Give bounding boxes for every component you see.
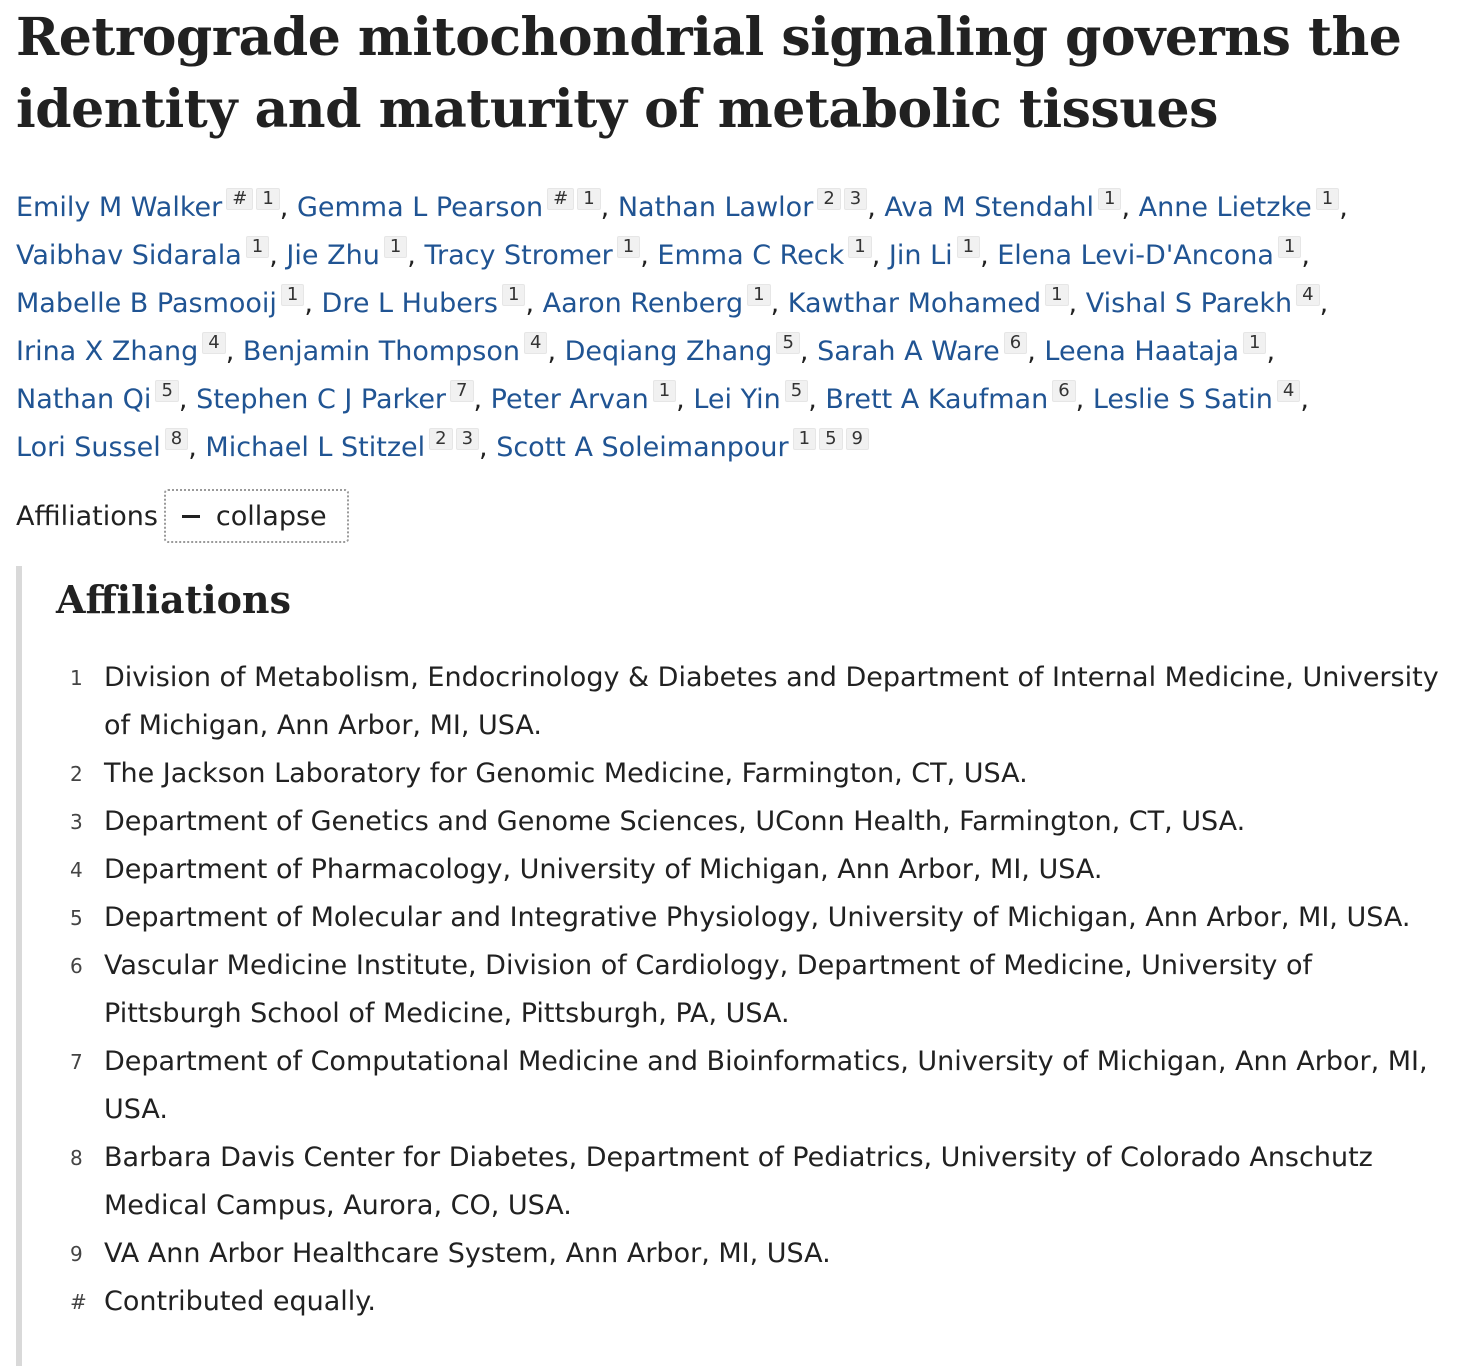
affiliations-list [56,654,1446,1326]
author-line [16,376,1446,424]
affiliation-ref[interactable]: 1 [793,428,816,450]
affiliation-ref[interactable]: 1 [653,380,676,402]
affiliation-item [56,798,1446,846]
author-link[interactable]: Michael L Stitzel [205,432,426,463]
author-link[interactable]: Nathan Lawlor [617,192,814,223]
author-separator: , [600,192,618,223]
affiliation-ref[interactable]: 1 [1316,188,1339,210]
author-separator: , [1027,336,1045,367]
author-link[interactable]: Benjamin Thompson [242,336,520,367]
affiliation-ref[interactable]: 1 [246,236,269,258]
affiliation-ref[interactable]: 4 [1296,284,1319,306]
author-link[interactable]: Elena Levi-D'Ancona [997,240,1274,271]
author-link[interactable]: Jie Zhu [286,240,380,271]
affiliation-text: Department of Genetics and Genome Sciences, UConn Health, Farmington, CT, USA. [104,806,1246,837]
author-line [16,232,1446,280]
author-link[interactable]: Aaron Renberg [542,288,744,319]
author-link[interactable]: Emily M Walker [16,192,223,223]
author-separator: , [871,240,889,271]
affiliation-ref[interactable]: # [226,188,253,210]
affiliation-number: 2 [70,762,83,786]
affiliations-panel [16,566,1446,1366]
author-link[interactable]: Kawthar Mohamed [787,288,1042,319]
author-link[interactable]: Vishal S Parekh [1085,288,1293,319]
affiliation-number: 9 [70,1242,83,1266]
author-separator: , [808,384,826,415]
affiliation-ref[interactable]: 4 [202,332,225,354]
author-link[interactable]: Gemma L Pearson [296,192,544,223]
affiliation-ref[interactable]: 1 [1243,332,1266,354]
author-separator: , [473,384,491,415]
author-separator: , [547,336,565,367]
author-separator: , [1068,288,1086,319]
affiliations-toggle-label: Affiliations [16,500,158,532]
affiliation-item [56,894,1446,942]
author-separator: , [279,192,297,223]
author-separator: , [867,192,885,223]
affiliation-ref[interactable]: 5 [785,380,808,402]
author-link[interactable]: Deqiang Zhang [564,336,773,367]
affiliation-ref[interactable]: 2 [429,428,452,450]
affiliation-ref[interactable]: 1 [617,236,640,258]
affiliation-ref[interactable]: 5 [819,428,842,450]
author-link[interactable]: Mabelle B Pasmooij [16,288,277,319]
affiliation-number: 8 [70,1146,83,1170]
affiliation-ref[interactable]: 1 [577,188,600,210]
author-link[interactable]: Sarah A Ware [817,336,1000,367]
collapse-button-label: collapse [215,500,327,532]
author-link[interactable]: Emma C Reck [657,240,845,271]
author-line [16,328,1446,376]
affiliation-number: 6 [70,954,83,978]
affiliation-ref[interactable]: 4 [524,332,547,354]
affiliation-item [56,942,1446,1038]
author-separator: , [225,336,243,367]
affiliation-ref[interactable]: 5 [155,380,178,402]
affiliation-text: Department of Molecular and Integrative Physiology, University of Michigan, Ann Arbor, MI, USA. [104,902,1411,933]
minus-icon [182,515,200,518]
author-separator: , [770,288,788,319]
author-separator: , [1075,384,1093,415]
author-separator: , [269,240,287,271]
author-line [16,280,1446,328]
affiliation-ref[interactable]: 8 [165,428,188,450]
affiliation-item [56,654,1446,750]
author-separator: , [799,336,818,367]
affiliation-item [56,1278,1446,1326]
affiliation-ref[interactable]: 6 [1052,380,1075,402]
affiliation-number: 4 [70,858,83,882]
author-separator: , [1121,192,1139,223]
affiliation-ref[interactable]: 1 [384,236,407,258]
affiliation-text: Vascular Medicine Institute, Division of Cardiology, Department of Medicine, University of Pittsburgh School of Medicine, Pittsburgh, PA, USA. [104,950,1312,1029]
affiliation-text: Division of Metabolism, Endocrinology & Diabetes and Department of Internal Medicine, University of Michigan, Ann Arbor, MI, USA. [104,662,1439,741]
affiliation-ref[interactable]: 1 [848,236,871,258]
author-link[interactable]: Lei Yin [693,384,781,415]
affiliation-ref[interactable]: 1 [747,284,770,306]
author-separator: , [479,432,497,463]
author-link[interactable]: Stephen C J Parker [196,384,447,415]
author-link[interactable]: Scott A Soleimanpour [496,432,789,463]
author-separator: , [676,384,694,415]
article-title: Retrograde mitochondrial signaling governs the identity and maturity of metabolic tissues [16,7,1402,140]
author-link[interactable]: Leslie S Satin [1092,384,1273,415]
author-link[interactable]: Irina X Zhang [16,336,199,367]
affiliation-item [56,750,1446,798]
affiliation-ref[interactable]: 1 [281,284,304,306]
affiliation-ref[interactable]: 1 [1278,236,1301,258]
affiliation-ref[interactable]: 2 [817,188,840,210]
affiliation-ref[interactable]: 1 [957,236,980,258]
affiliation-number: 1 [70,666,83,690]
affiliation-text: Department of Computational Medicine and Bioinformatics, University of Michigan, Ann Arbor, MI, USA. [104,1046,1428,1125]
affiliation-number: # [70,1290,87,1314]
affiliation-ref[interactable]: 9 [846,428,869,450]
author-separator: , [178,384,197,415]
affiliation-ref[interactable]: 1 [256,188,279,210]
author-list [16,184,1446,472]
author-link[interactable]: Lori Sussel [16,432,161,463]
affiliation-text: VA Ann Arbor Healthcare System, Ann Arbor, MI, USA. [104,1238,831,1269]
author-link[interactable]: Jin Li [888,240,953,271]
author-separator: , [188,432,206,463]
affiliation-text: The Jackson Laboratory for Genomic Medicine, Farmington, CT, USA. [104,758,1028,789]
affiliation-ref[interactable]: 5 [776,332,799,354]
author-link[interactable]: Vaibhav Sidarala [16,240,242,271]
affiliation-ref[interactable]: 7 [450,380,473,402]
affiliation-item [56,1230,1446,1278]
affiliation-ref[interactable]: 4 [1277,380,1300,402]
affiliation-ref[interactable]: 1 [502,284,525,306]
affiliation-ref[interactable]: 1 [1098,188,1121,210]
affiliations-toggle-row [16,488,1446,544]
affiliation-text: Barbara Davis Center for Diabetes, Department of Pediatrics, University of Colorado Anschutz Medical Campus, Aurora, CO, USA. [104,1142,1373,1221]
affiliation-text: Contributed equally. [104,1286,376,1317]
author-separator: , [640,240,658,271]
author-link[interactable]: Peter Arvan [490,384,649,415]
author-separator: , [980,240,998,271]
affiliation-item [56,1134,1446,1230]
author-line [16,184,1446,232]
author-link[interactable]: Dre L Hubers [321,288,498,319]
author-separator: , [304,288,322,319]
author-link[interactable]: Tracy Stromer [424,240,613,271]
author-line [16,424,1446,472]
affiliation-ref[interactable]: 1 [1045,284,1068,306]
affiliation-ref[interactable]: # [547,188,574,210]
author-separator: , [525,288,543,319]
affiliation-number: 7 [70,1050,83,1074]
author-separator: , [1339,192,1348,223]
author-separator: , [1319,288,1329,319]
author-link[interactable]: Leena Haataja [1044,336,1240,367]
author-link[interactable]: Nathan Qi [16,384,152,415]
author-separator: , [1301,240,1310,271]
affiliation-item [56,1038,1446,1134]
affiliation-text: Department of Pharmacology, University of Michigan, Ann Arbor, MI, USA. [104,854,1103,885]
author-link[interactable]: Anne Lietzke [1138,192,1312,223]
author-separator: , [407,240,425,271]
affiliations-heading: Affiliations [56,577,291,622]
affiliation-item [56,846,1446,894]
affiliation-number: 5 [70,906,83,930]
author-separator: , [1266,336,1276,367]
article-header [16,0,1446,1366]
author-link[interactable]: Brett A Kaufman [825,384,1049,415]
author-link[interactable]: Ava M Stendahl [884,192,1095,223]
affiliation-ref[interactable]: 3 [456,428,479,450]
affiliation-ref[interactable]: 3 [844,188,867,210]
collapse-affiliations-button[interactable] [164,489,349,543]
author-separator: , [1300,384,1309,415]
affiliation-ref[interactable]: 6 [1004,332,1027,354]
affiliation-number: 3 [70,810,83,834]
